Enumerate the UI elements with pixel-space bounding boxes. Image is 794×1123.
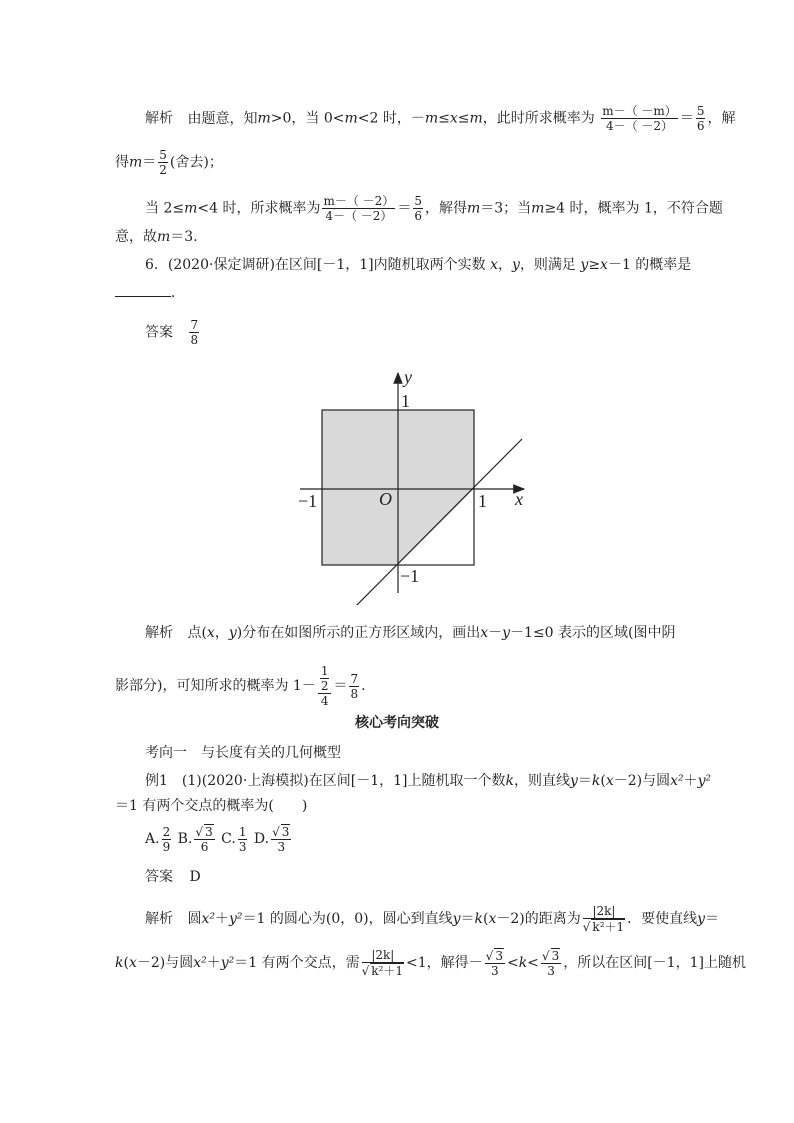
p3-text: 影部分)，可知所求的概率为 1－ [115,678,316,694]
p1-text: ＝ [142,154,157,171]
sqrt-radicand: k²＋1 [371,964,404,978]
distance-fraction [583,904,625,934]
var-y-squared: y² [697,773,712,789]
p2-line1 [145,194,723,223]
fraction-denominator: 6 [200,840,209,854]
fraction-denominator: √ k²＋1 [582,920,625,934]
fraction-numerator: 1 [238,824,247,839]
kaoxiang-1: 考向一 与长度有关的几何概型 [145,745,341,761]
var-x: x [206,625,215,641]
fraction-denominator: 8 [190,333,199,347]
var-m: m [129,154,143,171]
sqrt-radicand: 3 [495,949,503,963]
x-axis-label: x [515,489,523,509]
p1-text: 得 [115,154,129,171]
var-y: y [502,625,511,641]
var-y: y [228,625,237,641]
p4-text: －2) [136,955,166,971]
fraction-denominator: 8 [350,686,359,701]
fraction-denominator: 3 [238,839,247,854]
fraction [601,104,678,133]
fraction-denominator: 3 [547,964,555,978]
var-m: m [531,200,545,217]
p4-text: <1，解得－ [406,955,483,971]
fraction [541,948,561,978]
fraction-numerator: √ 3 [195,825,213,839]
fraction-numerator: m－（ －2） [323,194,395,208]
q6-line1 [145,256,691,274]
var-y: y [512,257,520,273]
p3-text: －1≤0 表示的区域(图中阴 [510,625,676,641]
option-c-label: C. [221,831,236,847]
p4-text: ＋ [214,911,229,927]
option-d-value [271,824,291,854]
p2-text: 意，故 [115,229,157,245]
ex1-text: 例1 (1)(2020·上海模拟)在区间[－1，1]上随机取一个数 [145,773,506,789]
p1-text: (舍去)； [169,154,223,171]
ex1-answer [145,868,201,886]
option-b-label: B. [177,831,193,847]
p3-text: － [488,625,503,641]
fraction [322,194,395,223]
fraction-denominator: 2 [320,679,329,693]
var-m: m [466,200,481,217]
p4-text: ＝1 的圆心为(0，0)，圆心到直线 [242,911,453,927]
fraction-denominator: √ k²＋1 [361,964,404,978]
section-title: 核心考向突破 [355,715,439,731]
fraction-numerator: 7 [350,671,359,686]
p1-line1 [145,104,735,133]
p1-line2 [115,148,223,177]
var-m: m [184,200,198,217]
var-k: k [115,955,124,971]
option-c-value [238,825,248,854]
p1-text: <2 时，－ [357,110,425,127]
answer-blank [115,284,171,297]
p4-line1 [145,904,719,934]
var-k: k [518,955,528,971]
var-x: x [605,773,614,789]
fraction-denominator: 9 [162,839,171,854]
option-a-value [162,825,172,854]
p4-text: ．要使直线 [627,911,698,927]
q6-text: ，则满足 [519,257,576,273]
q6-line2 [115,284,185,302]
tick-y-neg: −1 [400,566,420,586]
fraction-numerator: 5 [159,148,167,162]
var-m: m [257,110,271,127]
square-region-figure [0,365,794,605]
fraction-denominator: 3 [277,840,286,854]
fraction-numerator: √ 3 [485,949,503,963]
fraction [413,194,423,223]
p4-text: ( [123,955,129,971]
analysis-label: 解析 [145,911,173,927]
var-m: m [469,110,483,127]
var-x: x [600,257,608,273]
var-y-squared: y² [220,955,235,971]
ex1-text: －2)与圆 [613,773,671,789]
fraction [349,672,359,701]
var-x: x [488,911,497,927]
p4-text: ＝ [460,911,475,927]
p1-text: 由题意，知 [187,110,258,127]
p3-line1 [145,624,676,642]
fraction-numerator: |2k| [362,948,404,963]
inner-fraction [320,664,330,693]
var-m: m [424,110,439,127]
option-b-value [194,824,214,854]
p1-text: ≤ [438,110,450,127]
p2-text: ＝3；当 [480,200,532,217]
fraction [485,948,505,978]
var-x-squared: x² [670,773,684,789]
fraction-numerator: 5 [696,104,705,118]
ex1-text: ＝1 有两个交点的概率为( ) [115,798,308,814]
var-m: m [157,229,171,245]
analysis-label: 解析 [145,110,173,127]
fraction-numerator: 5 [414,194,422,208]
ex1-line1 [145,772,711,790]
option-a-label: A. [145,831,160,847]
equals: ＝ [397,200,412,217]
p1-text: ，解 [707,110,736,127]
var-y: y [580,257,589,273]
p2-text: ＝3. [170,229,198,245]
sqrt-radicand: 3 [551,949,560,963]
fraction-numerator [318,664,332,694]
p2-text: <4 时，所求概率为 [197,200,321,217]
p2-text: 当 2≤ [145,200,185,217]
p4-text: 与圆 [165,955,194,971]
p4-text: ( [483,911,489,927]
fraction-denominator: 6 [414,209,422,223]
fraction-denominator: 4 [320,694,329,708]
p4-text: ＝1 有两个交点，需 [234,955,360,971]
var-y: y [452,911,461,927]
ex1-line2 [115,797,307,815]
q6-text: ≥ [588,257,601,273]
compound-fraction [318,664,332,708]
q6-text: ， [498,257,513,273]
p1-text: ，此时所求概率为 [482,110,595,127]
analysis-label: 解析 [145,625,173,641]
tick-x-pos: 1 [478,491,487,511]
p3-line2 [115,664,366,708]
p4-text: ，所以在区间[－1，1]上随机 [563,955,746,971]
p1-text: ≤ [457,110,470,127]
tick-y-pos: 1 [401,391,410,411]
fraction-numerator: √ 3 [272,825,290,839]
q6-answer [145,318,201,347]
var-m: m [344,110,358,127]
fraction-numerator: |2k| [583,904,625,919]
fraction-numerator: 1 [320,664,329,678]
var-x-squared: x² [201,911,215,927]
p4-text: ＋ [206,955,221,971]
var-k: k [474,911,484,927]
fraction [696,104,706,133]
var-k: k [505,773,514,789]
fraction-denominator: 4－（ －2） [325,209,393,223]
q6-text: 6．(2020·保定调研)在区间[－1，1]内随机取两个实数 [145,257,486,273]
fraction-denominator: 3 [490,964,499,978]
p2-text: ，解得 [424,200,467,217]
y-axis-label: y [404,367,412,387]
p1-text: >0，当 0< [270,110,345,127]
fraction [158,148,168,177]
var-x: x [480,625,489,641]
fraction-numerator: 7 [190,318,199,332]
sqrt-radicand: k²＋1 [592,920,625,934]
answer-fraction [189,318,199,347]
answer-value: D [189,869,201,885]
fraction-denominator: 6 [696,119,705,133]
origin-label: O [379,489,392,509]
p3-text: )分布在如图所示的正方形区域内，画出 [236,625,481,641]
p4-text: < [506,955,519,971]
equals: ＝ [679,110,694,127]
answer-label: 答案 [145,324,173,341]
p2-text: ≥4 时，概率为 1，不符合题 [544,200,723,217]
p4-line2 [115,948,746,978]
var-y: y [569,773,578,789]
p4-text: 的距离为 [524,911,581,927]
p4-text: －2) [496,911,525,927]
p4-text: 圆 [187,911,202,927]
fraction-denominator: 4－（ －2） [605,119,674,133]
p4-text: < [527,955,539,971]
var-k: k [591,773,601,789]
var-x: x [490,257,499,273]
var-x: x [128,955,137,971]
ex1-text: ＋ [683,773,698,789]
option-d-label: D. [253,831,270,847]
tick-x-neg: −1 [298,491,318,511]
var-y-squared: y² [228,911,243,927]
fraction-denominator: 2 [159,163,167,177]
answer-label: 答案 [145,869,173,885]
ex1-text: ＝ [577,773,592,789]
sqrt-radicand: 3 [205,825,213,839]
ex1-text: ( [600,773,606,789]
var-x-squared: x² [193,955,207,971]
p4-text: ＝ [705,911,720,927]
ex1-text: ，则直线 [513,773,570,789]
p2-line2 [115,228,198,246]
fraction-numerator: √ 3 [541,949,560,963]
var-y: y [697,911,706,927]
equals: ＝ [333,678,348,694]
q6-text: ． [171,285,185,301]
var-x: x [449,110,458,127]
q6-text: －1 的概率是 [607,257,692,273]
ex1-options [145,824,293,854]
p3-text: 点( [187,625,207,641]
fraction-numerator: 2 [162,824,171,839]
sqrt-radicand: 3 [281,825,290,839]
p3-text: . [361,678,366,694]
distance-fraction [362,948,404,978]
p3-text: ， [214,625,229,641]
fraction-numerator: m－（ －m） [602,104,677,118]
